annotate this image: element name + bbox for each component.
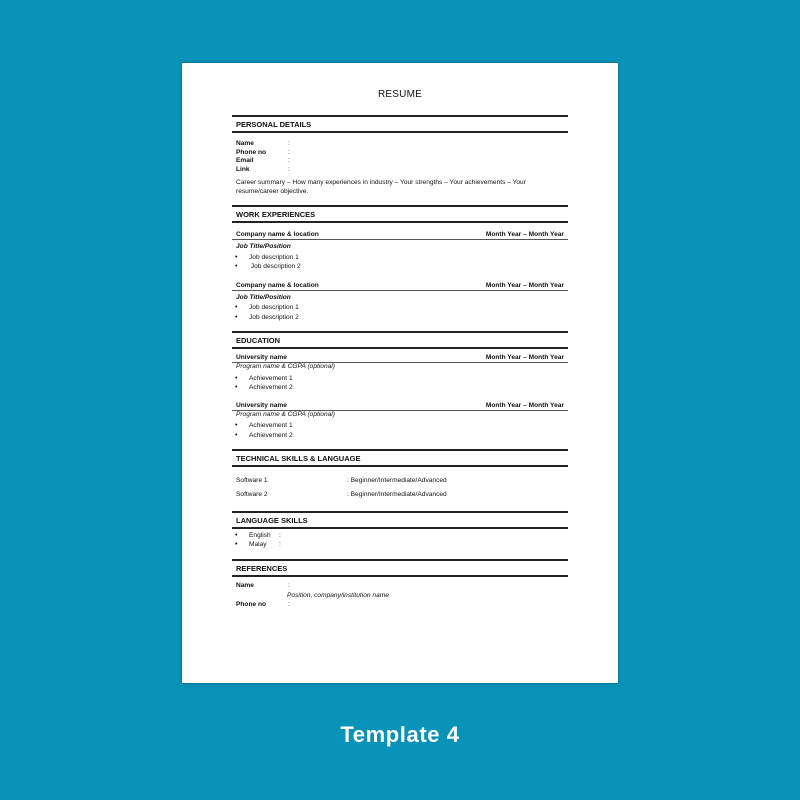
template-label: Template 4 (340, 722, 460, 747)
date-range: Month Year – Month Year (485, 231, 564, 238)
program-name: Program name & CGPA (optional) (236, 410, 335, 418)
section-heading: WORK EXPERIENCES (232, 205, 568, 223)
personal-details-section (232, 115, 568, 196)
date-range: Month Year – Month Year (485, 354, 564, 361)
skill-level: : Beginner/Intermediate/Advanced (347, 491, 447, 498)
language-separator: : (279, 532, 281, 539)
list-item: • Job description 1 (232, 303, 568, 313)
career-summary: Career summary – How many experiences in industry – Your strengths – Your achievements – Your resume/career objective. (236, 179, 526, 195)
skill-name: Software 2 (236, 491, 268, 498)
language-name: Malay (249, 540, 267, 548)
section-heading: LANGUAGE SKILLS (232, 511, 568, 529)
education-section (232, 331, 568, 440)
work-entry-header (232, 281, 568, 291)
skill-row (232, 474, 568, 488)
language-list (232, 532, 568, 549)
list-item (232, 532, 568, 541)
education-entry (232, 401, 568, 441)
list-item: • Job description 2 (232, 262, 568, 272)
work-experience-section (232, 205, 568, 322)
list-item: • Achievement 2 (232, 383, 568, 393)
job-description-list (232, 253, 568, 272)
list-item: • Achievement 1 (232, 374, 568, 384)
work-entry (232, 230, 568, 272)
university-name: University name (236, 354, 287, 361)
reference-position: Position, company/institution name (287, 591, 389, 599)
section-heading: EDUCATION (232, 331, 568, 349)
work-entry-header (232, 230, 568, 240)
skill-name: Software 1 (236, 477, 268, 484)
field-label: Name (236, 140, 254, 147)
achievement-list (232, 421, 568, 440)
field-separator: : (288, 140, 290, 147)
job-title: Job Title/Position (236, 293, 291, 301)
work-entry (232, 281, 568, 323)
list-item: • Job description 2 (232, 313, 568, 323)
reference-phone-row (232, 601, 568, 610)
field-label: Name (236, 582, 254, 589)
skill-level: : Beginner/Intermediate/Advanced (347, 477, 447, 484)
language-separator: : (279, 540, 281, 548)
education-entry-header (232, 353, 568, 363)
list-item (232, 541, 568, 550)
section-heading: TECHNICAL SKILLS & LANGUAGE (232, 449, 568, 467)
personal-field-name (232, 140, 568, 149)
language-name: English (249, 532, 271, 539)
field-separator: : (288, 582, 290, 589)
field-separator: : (288, 600, 290, 608)
personal-field-phone (232, 149, 568, 158)
company-name: Company name & location (236, 281, 319, 289)
skill-row (232, 488, 568, 502)
field-separator: : (288, 157, 290, 164)
list-item: • Achievement 1 (232, 421, 568, 431)
date-range: Month Year – Month Year (485, 281, 564, 289)
university-name: University name (236, 401, 287, 409)
education-entry-header (232, 401, 568, 411)
date-range: Month Year – Month Year (485, 401, 564, 409)
technical-skills-section (232, 449, 568, 502)
program-name: Program name & CGPA (optional) (236, 363, 335, 370)
field-separator: : (288, 148, 290, 156)
reference-name-row (232, 582, 568, 591)
personal-field-link (232, 166, 568, 175)
job-title: Job Title/Position (236, 243, 291, 250)
education-entry (232, 353, 568, 393)
section-heading: PERSONAL DETAILS (232, 115, 568, 133)
field-label: Phone no (236, 148, 267, 156)
achievement-list (232, 374, 568, 393)
resume-content (232, 115, 568, 609)
list-item: • Achievement 2 (232, 431, 568, 441)
field-label: Email (236, 157, 254, 164)
language-skills-section (232, 511, 568, 549)
list-item: • Job description 1 (232, 253, 568, 263)
personal-field-email (232, 157, 568, 166)
resume-title: RESUME (378, 89, 422, 100)
resume-page (182, 63, 618, 683)
field-label: Link (236, 165, 250, 173)
field-label: Phone no (236, 600, 267, 608)
job-description-list (232, 303, 568, 322)
company-name: Company name & location (236, 231, 319, 238)
references-section (232, 559, 568, 609)
section-heading: REFERENCES (232, 559, 568, 577)
field-separator: : (288, 165, 290, 173)
